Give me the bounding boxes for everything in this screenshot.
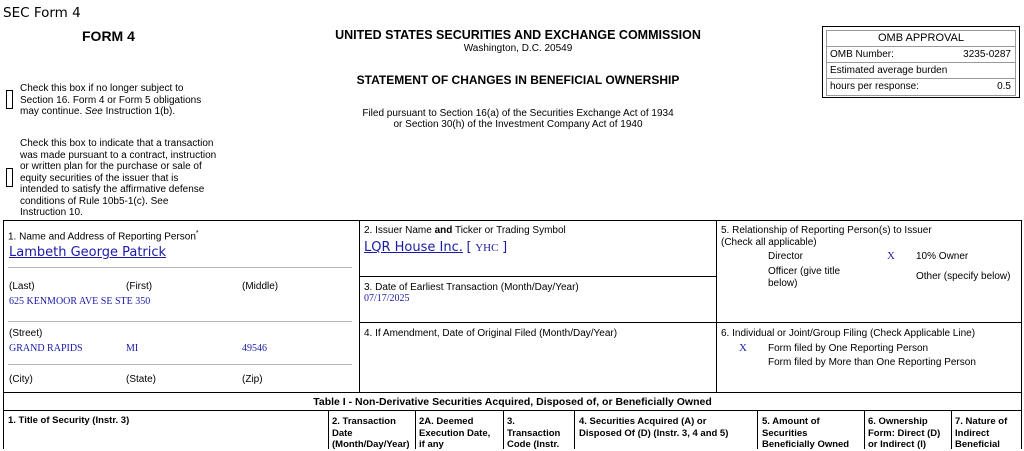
box5-label: 5. Relationship of Reporting Person(s) to Issuer (Check all applicable) — [721, 225, 932, 248]
box1-rule-2 — [8, 321, 352, 322]
middle-label: (Middle) — [242, 281, 279, 292]
one-person-mark: X — [739, 342, 747, 354]
zip-value: 49546 — [242, 343, 267, 354]
box6-label: 6. Individual or Joint/Group Filing (Check Applicable Line) — [721, 328, 976, 339]
director-mark: X — [887, 250, 895, 262]
statement-title: STATEMENT OF CHANGES IN BENEFICIAL OWNERSHIP — [356, 73, 680, 87]
col-securities-acquired-disposed: 4. Securities Acquired (A) or Disposed Of (D) (Instr. 3, 4 and 5) — [579, 416, 729, 439]
checkbox2-text: Check this box to indicate that a transaction was made pursuant to a contract, instruction or written plan for the purchase or sale of equity securities of the issuer that is intended to satisfy the affirmative defense conditions of Rule 10b5-1(c). See Instruction 10. — [20, 138, 217, 218]
filed-pursuant-line2: or Section 30(h) of the Investment Company Act of 1940 — [393, 119, 643, 130]
multiple-persons-option: Form filed by More than One Reporting Person — [768, 357, 976, 368]
checkbox1-text: Check this box if no longer subject to Section 16. Form 4 or Form 5 obligations may continue. See Instruction 1(b). — [20, 83, 202, 117]
agency-location: Washington, D.C. 20549 — [463, 43, 573, 54]
grid-top-border — [3, 220, 1022, 221]
omb-number-label: OMB Number: — [830, 49, 894, 60]
grid-left-border — [3, 220, 4, 449]
omb-burden-label: Estimated average burden — [830, 65, 948, 76]
city-value: GRAND RAPIDS — [9, 343, 83, 354]
box3-label: 3. Date of Earliest Transaction (Month/Day/Year) — [364, 282, 579, 293]
box1-rule-3 — [8, 364, 352, 365]
doc-label: SEC Form 4 — [3, 5, 81, 21]
ten-percent-owner-label: 10% Owner — [916, 251, 969, 262]
street-address-value: 625 KENMOOR AVE SE STE 350 — [9, 296, 151, 307]
col-nature-of-indirect-ownership: 7. Nature of Indirect Beneficial — [955, 416, 1008, 450]
col-deemed-execution-date: 2A. Deemed Execution Date, if any — [419, 416, 491, 450]
filed-pursuant-line1: Filed pursuant to Section 16(a) of the Securities Exchange Act of 1934 — [362, 108, 674, 119]
box4-label: 4. If Amendment, Date of Original Filed (Month/Day/Year) — [364, 328, 618, 339]
issuer-name-link[interactable]: LQR House Inc. — [364, 240, 463, 255]
omb-number-value: 3235-0287 — [963, 49, 1011, 60]
col-ownership-form: 6. Ownership Form: Direct (D) or Indirect (I) — [868, 416, 941, 450]
col-transaction-code: 3. Transaction Code (Instr. — [507, 416, 561, 450]
form-title: FORM 4 — [82, 28, 135, 44]
col-title-of-security: 1. Title of Security (Instr. 3) — [8, 415, 130, 426]
box2-label: 2. Issuer Name and Ticker or Trading Symbol — [364, 225, 566, 236]
ticker-bracket-close: ] — [502, 240, 508, 255]
zip-label: (Zip) — [242, 374, 263, 385]
grid-divider-2 — [716, 220, 717, 392]
agency-name: UNITED STATES SECURITIES AND EXCHANGE COMMISSION — [335, 28, 701, 42]
issuer-line — [364, 239, 507, 255]
table1-col-divider-6 — [864, 410, 865, 449]
director-label: Director — [768, 251, 804, 262]
table1-title-bottom — [3, 410, 1022, 411]
table1-title: Table I - Non-Derivative Securities Acquired, Disposed of, or Beneficially Owned — [313, 396, 712, 408]
box1-rule-1 — [8, 267, 352, 268]
reporting-person-name-link[interactable]: Lambeth George Patrick — [9, 245, 167, 260]
table1-col-divider-7 — [951, 410, 952, 449]
grid-line-box3-bottom — [359, 322, 1022, 323]
table1-col-divider-3 — [503, 410, 504, 449]
table1-col-divider-4 — [574, 410, 575, 449]
no-longer-subject-checkbox[interactable] — [6, 90, 13, 109]
grid-line-box2-bottom — [359, 276, 716, 277]
omb-header: OMB APPROVAL — [827, 31, 1015, 47]
street-label: (Street) — [9, 328, 43, 339]
table1-col-divider-2 — [415, 410, 416, 449]
grid-line-section-bottom — [3, 392, 1022, 393]
table1-col-divider-1 — [328, 410, 329, 449]
earliest-transaction-date: 07/17/2025 — [364, 293, 410, 304]
last-label: (Last) — [9, 281, 35, 292]
ticker-symbol: YHC — [475, 242, 499, 254]
other-label: Other (specify below) — [916, 271, 1011, 282]
box1-label: 1. Name and Address of Reporting Person* — [8, 230, 199, 243]
city-label: (City) — [9, 374, 33, 385]
one-person-option: Form filed by One Reporting Person — [768, 343, 929, 354]
omb-approval-box — [822, 26, 1020, 98]
omb-hours-label: hours per response: — [830, 81, 919, 92]
grid-right-border — [1021, 220, 1022, 449]
first-label: (First) — [126, 281, 153, 292]
officer-label: Officer (give title below) — [768, 266, 841, 289]
omb-hours-value: 0.5 — [997, 81, 1011, 92]
ticker-bracket-open: [ — [466, 240, 472, 255]
grid-divider-1 — [359, 220, 360, 392]
state-value: MI — [126, 343, 139, 354]
rule-10b5-1-checkbox[interactable] — [6, 168, 13, 187]
col-amount-beneficially-owned: 5. Amount of Securities Beneficially Owned — [762, 416, 850, 450]
state-label: (State) — [126, 374, 157, 385]
table1-col-divider-5 — [757, 410, 758, 449]
col-transaction-date: 2. Transaction Date (Month/Day/Year) — [332, 416, 410, 450]
